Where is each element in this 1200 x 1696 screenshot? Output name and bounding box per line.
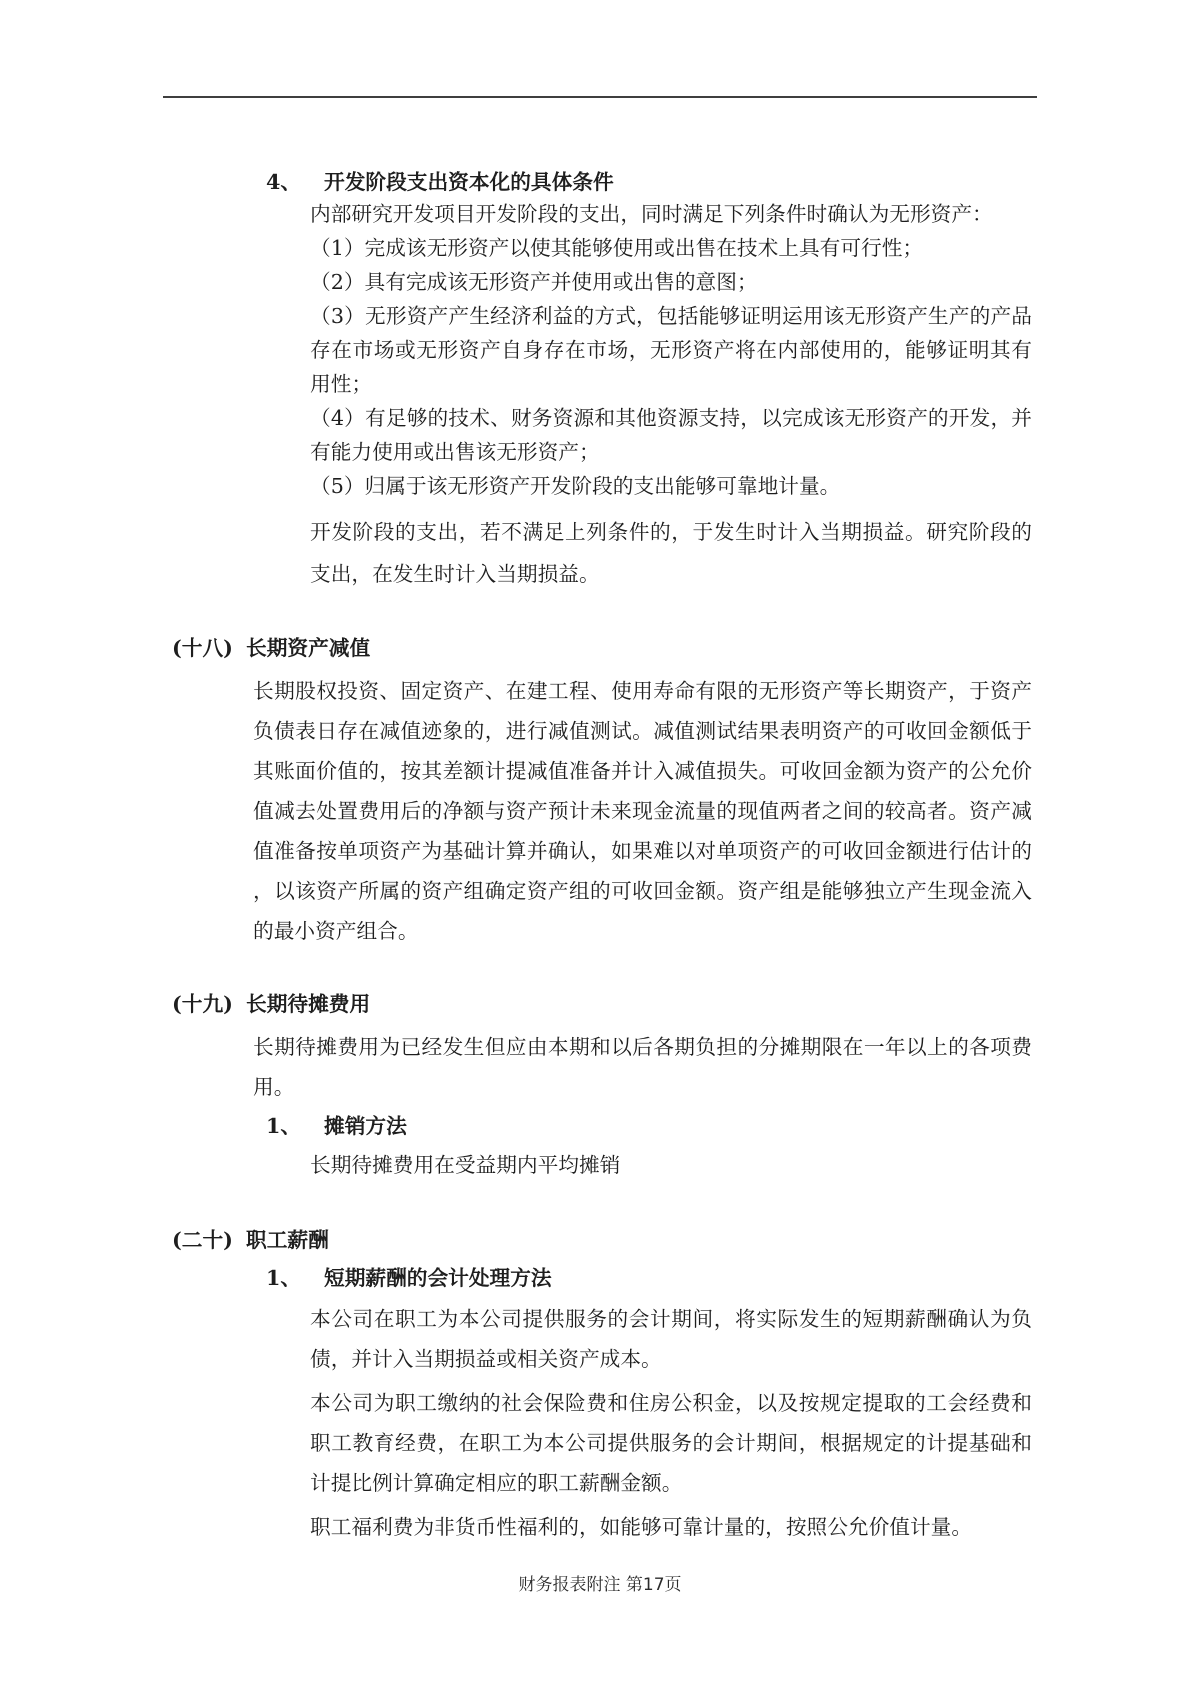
section-20-title: 职工薪酬: [246, 1228, 329, 1252]
item4-condition-1: （1）完成该无形资产以使其能够使用或出售在技术上具有可行性；: [310, 236, 924, 260]
section-19-paragraph: 长期待摊费用为已经发生但应由本期和以后各期负担的分摊期限在一年以上的各项费用。: [253, 1035, 1032, 1099]
section-20-sub1-number: 1、: [266, 1266, 302, 1290]
section-18-label: (十八): [172, 636, 233, 660]
item4-heading: [168, 167, 1032, 197]
section-18-title: 长期资产减值: [246, 636, 371, 660]
document-content: [168, 97, 1032, 1547]
section-18-paragraph: 长期股权投资、固定资产、在建工程、使用寿命有限的无形资产等长期资产，于资产负债表日存在减值迹象的，进行减值测试。减值测试结果表明资产的可收回金额低于其账面价值的，按其差额计提减值准备并计入减值损失。可收回金额为资产的公允价值减去处置费用后的净额与资产预计未来现金流量的现值两者之间的较高者。资产减值准备按单项资产为基础计算并确认，如果难以对单项资产的可收回金额进行估计的，以该资产所属的资产组确定资产组的可收回金额。资产组是能够独立产生现金流入的最小资产组合。: [253, 679, 1032, 943]
section-19-sub1-title: 摊销方法: [324, 1114, 407, 1138]
page-footer-text: 财务报表附注 第17页: [518, 1575, 682, 1595]
item4-closing-paragraph: 开发阶段的支出，若不满足上列条件的，于发生时计入当期损益。研究阶段的支出，在发生时计入当期损益。: [310, 520, 1032, 586]
section-18-heading: [168, 633, 1032, 663]
section-19-sub1-heading: [168, 1111, 1032, 1141]
item4-condition-2: （2）具有完成该无形资产并使用或出售的意图；: [310, 270, 758, 294]
section-20-label: (二十): [172, 1228, 233, 1252]
section-20-sub1-paragraph-2: 本公司为职工缴纳的社会保险费和住房公积金，以及按规定提取的工会经费和职工教育经费，在职工为本公司提供服务的会计期间，根据规定的计提基础和计提比例计算确定相应的职工薪酬金额。: [310, 1391, 1032, 1495]
section-20-sub1-heading: [168, 1263, 1032, 1293]
section-19-label: (十九): [172, 992, 233, 1016]
section-20-heading: [168, 1225, 1032, 1255]
section-20-sub1-paragraph-3: 职工福利费为非货币性福利的，如能够可靠计量的，按照公允价值计量。: [310, 1515, 973, 1539]
item4-condition-5: （5）归属于该无形资产开发阶段的支出能够可靠地计量。: [310, 474, 841, 498]
section-19-title: 长期待摊费用: [246, 992, 371, 1016]
section-19-sub1-number: 1、: [266, 1114, 302, 1138]
item4-condition-list: [168, 197, 1032, 503]
section-20-sub1-paragraph-1: 本公司在职工为本公司提供服务的会计期间，将实际发生的短期薪酬确认为负债，并计入当期损益或相关资产成本。: [310, 1307, 1032, 1371]
section-20-sub1-title: 短期薪酬的会计处理方法: [324, 1266, 552, 1290]
page-footer: [0, 1570, 1200, 1595]
item4-title: 开发阶段支出资本化的具体条件: [324, 170, 614, 194]
item4-number: 4、: [266, 170, 302, 194]
section-20-sub1-paragraphs: [168, 1299, 1032, 1547]
section-19-heading: [168, 989, 1032, 1019]
item4-intro: 内部研究开发项目开发阶段的支出，同时满足下列条件时确认为无形资产：: [310, 202, 993, 226]
section-19-sub1-paragraph: 长期待摊费用在受益期内平均摊销: [310, 1153, 621, 1177]
item4-condition-3: （3）无形资产产生经济利益的方式，包括能够证明运用该无形资产生产的产品存在市场或无形资产自身存在市场，无形资产将在内部使用的，能够证明其有用性；: [310, 304, 1032, 396]
item4-condition-4: （4）有足够的技术、财务资源和其他资源支持，以完成该无形资产的开发，并有能力使用或出售该无形资产；: [310, 406, 1032, 464]
